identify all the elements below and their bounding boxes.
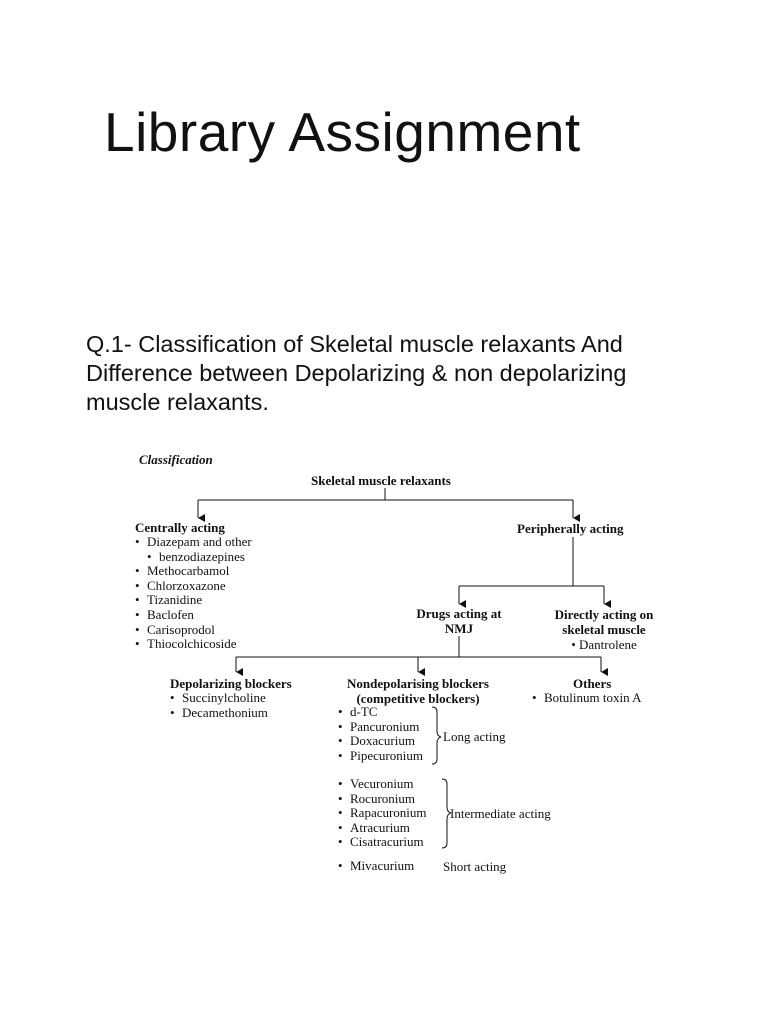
nondepolarizing-label-line: Nondepolarising blockers bbox=[347, 676, 489, 691]
depolarizing-list bbox=[170, 691, 268, 720]
list-item: • Mivacurium bbox=[338, 859, 414, 874]
central-list bbox=[135, 535, 252, 652]
list-item: • Succinylcholine bbox=[170, 691, 268, 706]
list-item: • Thiocolchicoside bbox=[135, 637, 252, 652]
list-item: • Atracurium bbox=[338, 821, 427, 836]
list-item: • Pancuronium bbox=[338, 720, 423, 735]
root-node: Skeletal muscle relaxants bbox=[311, 473, 451, 488]
question-line: muscle relaxants. bbox=[86, 389, 269, 415]
direct-label-line: skeletal muscle bbox=[562, 622, 646, 637]
list-item: • Methocarbamol bbox=[135, 564, 252, 579]
long-acting-label: Long acting bbox=[443, 729, 506, 744]
list-item: • Diazepam and other bbox=[135, 535, 252, 550]
direct-item: • Dantrolene bbox=[571, 637, 637, 652]
list-item-continuation bbox=[135, 550, 252, 565]
list-item: • d-TC bbox=[338, 705, 423, 720]
list-item: • Baclofen bbox=[135, 608, 252, 623]
question-line: Q.1- Classification of Skeletal muscle relaxants And bbox=[86, 331, 623, 357]
brace-long bbox=[432, 707, 441, 764]
list-item: • Rocuronium bbox=[338, 792, 427, 807]
list-item: • Vecuronium bbox=[338, 777, 427, 792]
list-item-continuation-text: benzodiazepines bbox=[159, 548, 245, 564]
nondepolarizing-node bbox=[336, 676, 500, 706]
others-node: Others bbox=[573, 676, 612, 691]
question-line: Difference between Depolarizing & non depolarizing bbox=[86, 360, 627, 386]
list-item: • Botulinum toxin A bbox=[532, 691, 642, 706]
nmj-node bbox=[404, 606, 514, 636]
direct-item-text: Dantrolene bbox=[579, 637, 637, 652]
list-item: • Rapacuronium bbox=[338, 806, 427, 821]
short-acting-label: Short acting bbox=[443, 859, 507, 874]
central-node: Centrally acting bbox=[135, 520, 225, 535]
nmj-label-line: NMJ bbox=[444, 621, 474, 636]
long-acting-list bbox=[338, 705, 423, 763]
page-title: Library Assignment bbox=[104, 101, 581, 163]
short-acting-list bbox=[338, 859, 414, 874]
list-item: • Carisoprodol bbox=[135, 623, 252, 638]
direct-label-line: Directly acting on bbox=[554, 607, 654, 622]
list-item: • Tizanidine bbox=[135, 593, 252, 608]
list-item: • Decamethonium bbox=[170, 706, 268, 721]
list-item: • Doxacurium bbox=[338, 734, 423, 749]
nondepolarizing-label-line: (competitive blockers) bbox=[356, 691, 480, 706]
others-list bbox=[532, 691, 642, 706]
list-item: • Cisatracurium bbox=[338, 835, 427, 850]
list-item: • Pipecuronium bbox=[338, 749, 423, 764]
nmj-label-line: Drugs acting at bbox=[416, 606, 502, 621]
diagram-heading: Classification bbox=[139, 452, 213, 467]
intermediate-acting-list bbox=[338, 777, 427, 850]
intermediate-acting-label: Intermediate acting bbox=[450, 806, 551, 821]
peripheral-node: Peripherally acting bbox=[517, 521, 624, 536]
depolarizing-node: Depolarizing blockers bbox=[170, 676, 292, 691]
list-item: • Chlorzoxazone bbox=[135, 579, 252, 594]
direct-node bbox=[536, 607, 672, 652]
